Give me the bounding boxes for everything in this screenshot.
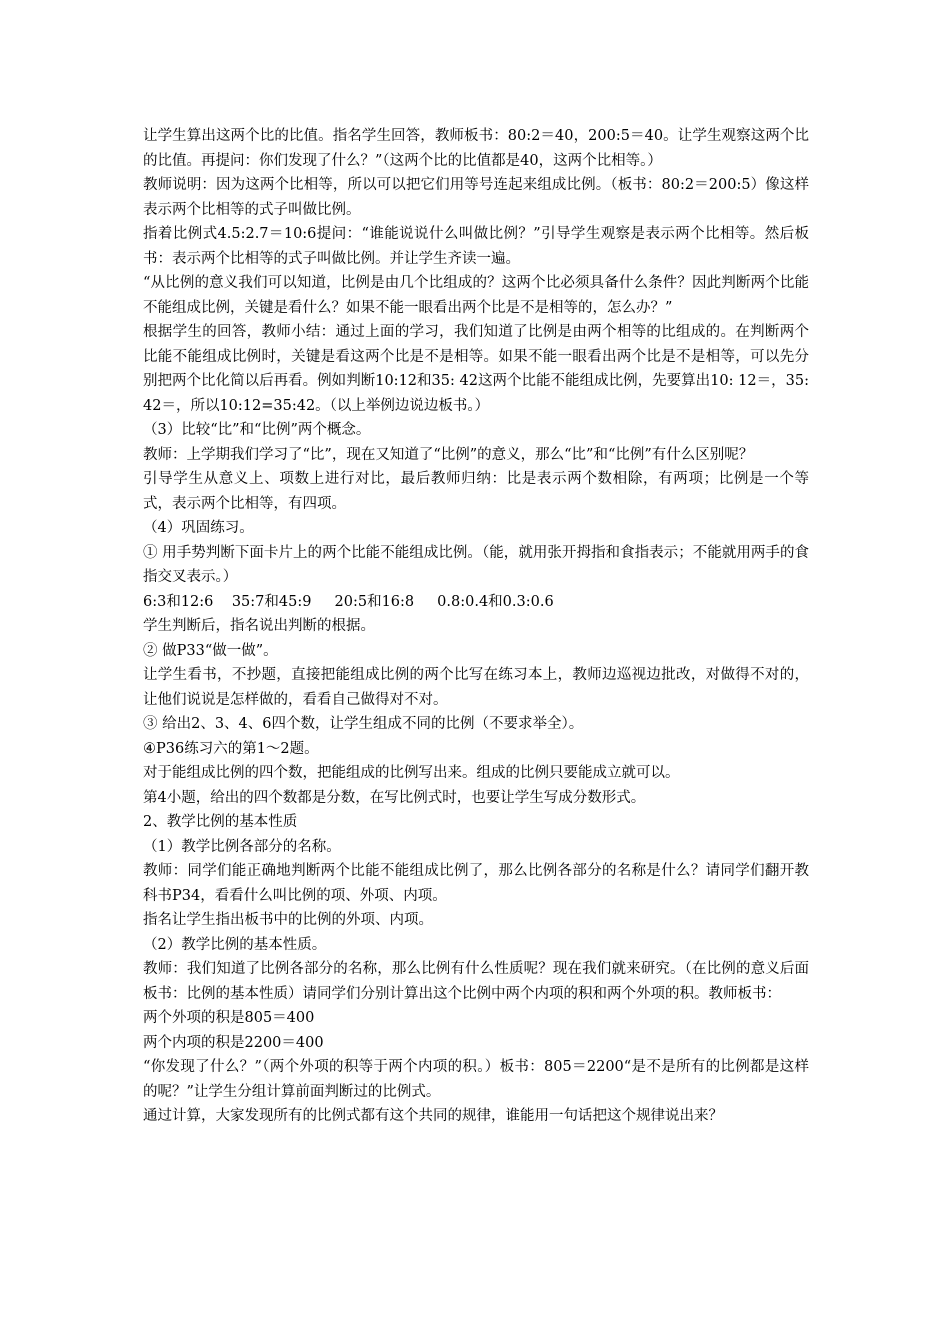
- paragraph-ratio-values: 让学生算出这两个比的比值。指名学生回答，教师板书：80:2＝40，200:5＝40。让学生观察这两个比的比值。再提问：你们发现了什么？”（这两个比的比值都是40，这两个比相等。）: [143, 128, 809, 169]
- heading-consolidation-practice: （4）巩固练习。: [143, 520, 254, 536]
- document-body: [143, 124, 814, 1129]
- paragraph-teacher-question: 教师：上学期我们学习了“比”，现在又知道了“比例”的意义，那么“比”和“比例”有什么区别呢？: [143, 446, 754, 463]
- paragraph-guide-compare: 引导学生从意义上、项数上进行对比，最后教师归纳：比是表示两个数相除，有两项；比例是一个等式，表示两个比相等，有四项。: [143, 471, 809, 512]
- paragraph-read-book: 让学生看书，不抄题，直接把能组成比例的两个比写在练习本上，教师边巡视边批改，对做得不对的，让他们说说是怎样做的，看看自己做得对不对。: [143, 667, 809, 708]
- paragraph-inner-product: 两个内项的积是2200＝400: [143, 1034, 324, 1051]
- paragraph-teacher-research: 教师：我们知道了比例各部分的名称，那么比例有什么性质呢？现在我们就来研究。（在比例的意义后面板书：比例的基本性质）请同学们分别计算出这个比例中两个内项的积和两个外项的积。教师板书：: [143, 961, 809, 1002]
- paragraph-exercise-2: ② 做P33“做一做”。: [143, 642, 278, 659]
- paragraph-teacher-part-names: 教师：同学们能正确地判断两个比能不能组成比例了，那么比例各部分的名称是什么？请同学们翻开教科书P34，看看什么叫比例的项、外项、内项。: [143, 863, 809, 904]
- heading-part-names: （1）教学比例各部分的名称。: [143, 838, 341, 855]
- paragraph-exercise-1: ① 用手势判断下面卡片上的两个比能不能组成比例。（能，就用张开拇指和食指表示；不能就用两手的食指交叉表示。）: [143, 544, 809, 585]
- paragraph-fraction-form: 第4小题，给出的四个数都是分数，在写比例式时，也要让学生写成分数形式。: [143, 789, 646, 806]
- paragraph-exercise-4: ④P36练习六的第1～2题。: [143, 740, 319, 757]
- paragraph-define-proportion: 指着比例式4.5:2.7＝10:6提问：“谁能说说什么叫做比例？”引导学生观察是表示两个比相等。然后板书：表示两个比相等的式子叫做比例。并让学生齐读一遍。: [143, 226, 809, 267]
- paragraph-point-terms: 指名让学生指出板书中的比例的外项、内项。: [143, 912, 433, 928]
- paragraph-teacher-summary: 根据学生的回答，教师小结：通过上面的学习，我们知道了比例是由两个相等的比组成的。在判断两个比能不能组成比例时，关键是看这两个比是不是相等。如果不能一眼看出两个比是不是相等，可以先分别把两个比化简以后再看。例如判断10:12和35: 42这两个比能不能组成比例，先要算出10: 12＝，35: 42＝，所以10:12=35:42。（以上举例边说边板书。）: [143, 324, 814, 414]
- paragraph-exercise-3: ③ 给出2、3、4、6四个数，让学生组成不同的比例（不要求举全）。: [143, 716, 584, 732]
- paragraph-students-judge: 学生判断后，指名说出判断的根据。: [143, 618, 375, 634]
- heading-compare-concepts: （3）比较“比”和“比例”两个概念。: [143, 422, 371, 438]
- paragraph-questions: “从比例的意义我们可以知道，比例是由几个比组成的？这两个比必须具备什么条件？因此判断两个比能不能组成比例，关键是看什么？如果不能一眼看出两个比是不是相等的，怎么办？”: [143, 275, 809, 316]
- paragraph-outer-product: 两个外项的积是805＝400: [143, 1010, 315, 1026]
- paragraph-common-rule: 通过计算，大家发现所有的比例式都有这个共同的规律，谁能用一句话把这个规律说出来？: [143, 1108, 723, 1124]
- paragraph-ratio-cards: 6:3和12:6 35:7和45:9 20:5和16:8 0.8:0.4和0.3:0.6: [143, 593, 554, 610]
- paragraph-write-proportions: 对于能组成比例的四个数，把能组成的比例写出来。组成的比例只要能成立就可以。: [143, 765, 680, 781]
- paragraph-teacher-explanation: 教师说明：因为这两个比相等，所以可以把它们用等号连起来组成比例。（板书：80:2＝200:5）像这样表示两个比相等的式子叫做比例。: [143, 177, 809, 218]
- heading-basic-property-teaching: （2）教学比例的基本性质。: [143, 936, 327, 953]
- paragraph-what-found: “你发现了什么？”（两个外项的积等于两个内项的积。）板书：805＝2200“是不是所有的比例都是这样的呢？”让学生分组计算前面判断过的比例式。: [143, 1059, 809, 1100]
- heading-basic-property: 2、教学比例的基本性质: [143, 814, 298, 830]
